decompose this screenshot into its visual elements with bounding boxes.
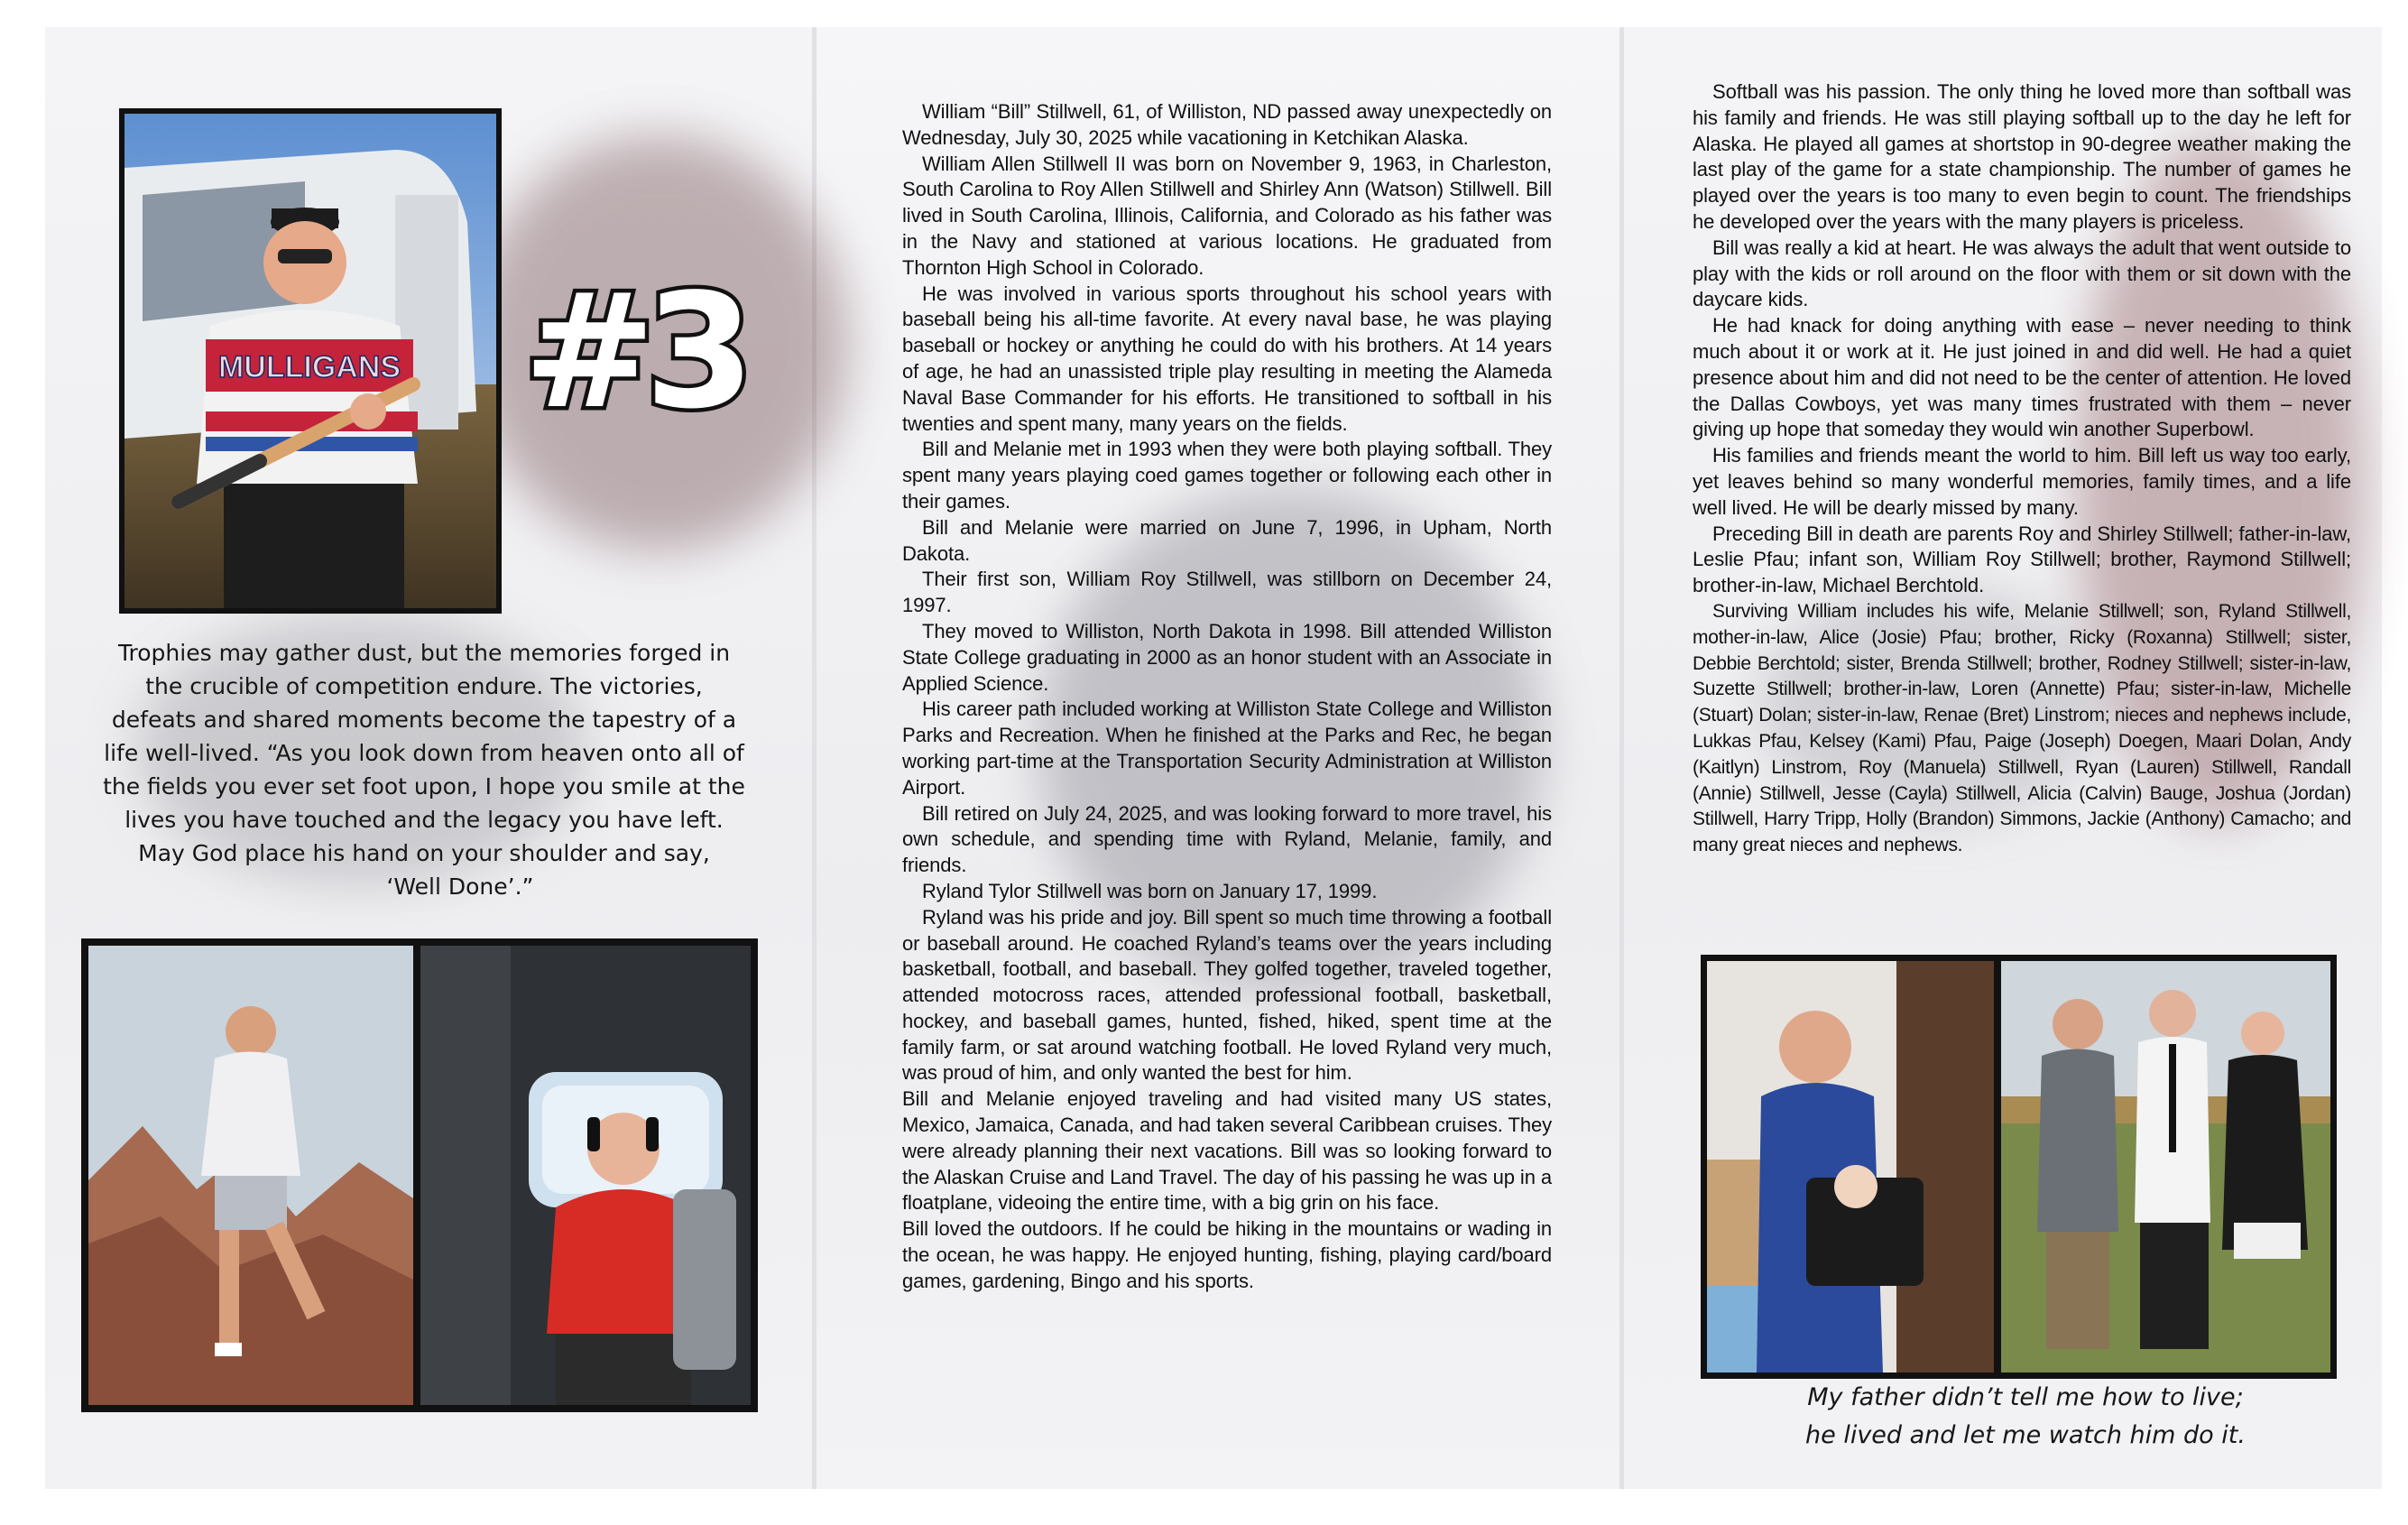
obituary-paragraph: He had knack for doing anything with ease – never needing to think much about it or work at it. He just joined in and did well. He had a quiet presence about him and did not need to be the center of attention. He loved the Dallas Cowboys, yet was many times frustrated with them – never giving up hope that someday they would win another Superbowl. (1693, 314, 2351, 441)
obituary-paragraph: Preceding Bill in death are parents Roy and Shirley Stillwell; father-in-law, Leslie Pfau; infant son, William Roy Stillwell; brother, Raymond Stillwell; brother-in-law, Michael Berchtold. (1693, 522, 2351, 597)
fold-line (1619, 27, 1624, 1489)
photo-family-outdoors (2001, 961, 2330, 1372)
tribute-line: lives you have touched and the legacy you have left. (125, 807, 724, 833)
obituary-paragraph: Surviving William includes his wife, Melanie Stillwell; son, Ryland Stillwell, mother-in-law, Alice (Josie) Pfau; brother, Ricky (Roxanna) Stillwell; sister, Debbie Berchtold; sister, Brenda Stillwell; brother, Rodney Stillwell; sister-in-law, Suzette Stillwell; brother-in-law, Loren (Annette) Pfau; sister-in-law, Michelle (Stuart) Dolan; sister-in-law, Renae (Bret) Linstrom; nieces and nephews include, Lukkas Pfau, Kelsey (Kami) Pfau, Paige (Joseph) Doegen, Maari Dolan, Andy (Kaitlyn) Linstrom, Roy (Manuela) Stillwell, Ryan (Lauren) Stillwell, Randall (Annie) Stillwell, Jesse (Cayla) Stillwell, Alicia (Calvin) Bauge, Joshua (Jordan) Stillwell, Harry Tripp, Holly (Brandon) Simmons, Jackie (Anthony) Camacho; and many great nieces and nephews. (1693, 600, 2351, 856)
obituary-paragraph: Bill loved the outdoors. If he could be hiking in the mountains or wading in the ocean, he was happy. He enjoyed hunting, fishing, playing card/board games, gardening, Bingo and his sports. (902, 1217, 1552, 1292)
photo-pair-bottom-right (1701, 955, 2337, 1379)
tribute-line: Trophies may gather dust, but the memories forged in (117, 640, 731, 666)
obituary-column-1 (902, 99, 1552, 1295)
obituary-paragraph: They moved to Williston, North Dakota in 1998. Bill attended Williston State College graduating in 2000 as an honor student with an Associate in Applied Science. (902, 619, 1552, 695)
obituary-paragraph: Bill was really a kid at heart. He was always the adult that went outside to play with the kids or roll around on the floor with them or sit down with the daycare kids. (1693, 236, 2351, 311)
tribute-text (81, 636, 767, 903)
obituary-paragraph: Their first son, William Roy Stillwell, was stillborn on December 24, 1997. (902, 568, 1552, 617)
obituary-paragraph: William Allen Stillwell II was born on November 9, 1963, in Charleston, South Carolina to Roy Allen Stillwell and Shirley Ann (Watson) Stillwell. Bill lived in South Carolina, Illinois, California, and Colorado as his father was in the Navy and stationed at various locations. He graduated from Thornton High School in Colorado. (902, 152, 1552, 279)
obituary-paragraph: His families and friends meant the world to him. Bill left us way too early, yet leaves behind so many wonderful memories, family times, and a life well lived. He will be dearly missed by many. (1693, 444, 2351, 519)
jersey-text: MULLIGANS (217, 350, 401, 384)
obituary-paragraph: He was involved in various sports throughout his school years with baseball being his all-time favorite. At every naval base, he was playing baseball or hockey or anything he could do with his brothers. At 14 years of age, he had an unassisted triple play resulting in meeting the Alameda Naval Base Commander for his efforts. He transitioned to softball in his twenties and spent many, many years on the fields. (902, 282, 1552, 435)
jersey-number-graphic (523, 261, 744, 444)
photo-pair-bottom-left (81, 938, 758, 1412)
quote-line: he lived and let me watch him do it. (1805, 1421, 2246, 1449)
obituary-column-2 (1693, 79, 2351, 859)
photo-father-baby (1707, 961, 1994, 1372)
obituary-paragraph: Bill and Melanie met in 1993 when they were both playing softball. They spent many years playing coed games together or following each other in their games. (902, 438, 1552, 513)
tribute-line: the crucible of competition endure. The victories, (145, 673, 703, 699)
photo-floatplane (420, 946, 751, 1405)
tribute-line: defeats and shared moments become the tapestry of a (111, 707, 737, 733)
photo-hiking-rocks (88, 946, 413, 1405)
tribute-line: the fields you ever set foot upon, I hope you smile at the (103, 773, 745, 799)
obituary-paragraph: Bill and Melanie were married on June 7, 1996, in Upham, North Dakota. (902, 515, 1552, 565)
obituary-paragraph: His career path included working at Williston State College and Williston Parks and Recreation. When he finished at the Parks and Rec, he began working part-time at the Transportation Security Administration at Williston Airport. (902, 698, 1552, 799)
closing-quote (1701, 1379, 2350, 1455)
obituary-paragraph: Softball was his passion. The only thing he loved more than softball was his family and friends. He was still playing softball up to the day he left for Alaska. He played all games at shortstop in 90-degree weather making the last play of the game for a state championship. The number of games he played over the years is too many to even begin to count. The friendships he developed over the years with the many players is priceless. (1693, 80, 2351, 233)
photo-player-bat (119, 108, 502, 614)
tribute-line: ‘Well Done’.” (386, 873, 534, 900)
tribute-line: May God place his hand on your shoulder and say, (138, 840, 710, 866)
obituary-paragraph: Ryland Tylor Stillwell was born on January 17, 1999. (922, 879, 1378, 902)
quote-line: My father didn’t tell me how to live; (1807, 1383, 2244, 1411)
obituary-paragraph: Ryland was his pride and joy. Bill spent so much time throwing a football or baseball around. He coached Ryland’s teams over the years including basketball, football, and baseball. They golfed together, traveled together, attended motocross races, attended professional football, basketball, hockey, and baseball games, hunted, fished, hiked, spent time at the family farm, or sat around watching football. He loved Ryland very much, was proud of him, and only wanted the best for him. (902, 905, 1552, 1085)
obituary-paragraph: Bill retired on July 24, 2025, and was looking forward to more travel, his own schedule, and spending time with Ryland, Melanie, family, and friends. (902, 801, 1552, 877)
obituary-paragraph: William “Bill” Stillwell, 61, of Williston, ND passed away unexpectedly on Wednesday, July 30, 2025 while vacationing in Ketchikan Alaska. (902, 100, 1552, 149)
obituary-paragraph: Bill and Melanie enjoyed traveling and had visited many US states, Mexico, Jamaica, Canada, and had taken several Caribbean cruises. They were already planning their next vacations. Bill was so looking forward to the Alaskan Cruise and Land Travel. The day of his passing he was up in a floatplane, videoing the entire time, with a big grin on his face. (902, 1087, 1552, 1215)
hashtag-number: #3 (523, 261, 744, 444)
tribute-line: life well-lived. “As you look down from heaven onto all of (104, 740, 744, 766)
